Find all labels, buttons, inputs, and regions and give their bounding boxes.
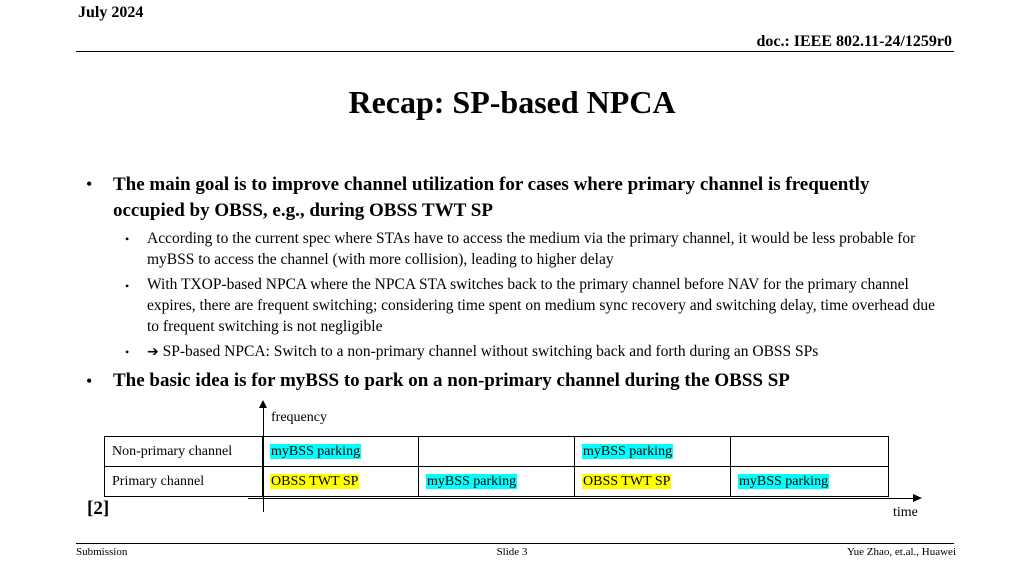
cell-text: myBSS parking: [427, 473, 517, 489]
reference-tag: [2]: [87, 498, 110, 519]
sub-bullet-txop-npca: With TXOP-based NPCA where the NPCA STA switches back to the primary channel before NAV for the primary channel expires, there are frequent switching; considering time spent on medium sync recovery and switching delay, time overhead due to frequent switching is not negligible: [147, 276, 935, 335]
footer-slide-number: Slide 3: [496, 546, 528, 558]
sub-bullet-marker: •: [125, 232, 130, 246]
bullet-marker: •: [86, 371, 93, 391]
row-label: Primary channel: [105, 467, 263, 497]
bullet-marker: •: [86, 174, 93, 194]
table-cell: [263, 467, 419, 497]
channel-table: [104, 436, 889, 497]
footer-rule: [76, 543, 954, 544]
footer-submission: Submission: [76, 546, 128, 558]
x-axis-arrowhead: [913, 494, 922, 502]
x-axis: [248, 498, 914, 499]
slide-title: Recap: SP-based NPCA: [348, 84, 676, 120]
sub-bullet-sp-npca: [147, 341, 947, 363]
sub-bullet-current-spec: According to the current spec where STAs have to access the medium via the primary channel, it would be less probable for myBSS to access the channel (with more collision), leading to higher delay: [147, 230, 916, 268]
y-axis-label: frequency: [271, 410, 327, 425]
bullet-basic-idea: The basic idea is for myBSS to park on a non-primary channel during the OBSS SP: [113, 370, 790, 391]
cell-text: myBSS parking: [583, 443, 673, 459]
table-cell: [731, 467, 889, 497]
table-cell: [575, 467, 731, 497]
header-rule: [76, 51, 954, 52]
sub-bullet-sp-npca-text: SP-based NPCA: Switch to a non-primary channel without switching back and forth during an OBSS SPs: [162, 343, 819, 360]
table-row: [105, 467, 889, 497]
table-cell: [575, 437, 731, 467]
table-cell: [419, 437, 575, 467]
cell-text: OBSS TWT SP: [271, 473, 359, 489]
cell-text: OBSS TWT SP: [583, 473, 671, 489]
x-axis-label: time: [893, 505, 918, 520]
cell-text: [426, 444, 428, 459]
cell-text: [738, 444, 740, 459]
bullet-main-goal: The main goal is to improve channel utilization for cases where primary channel is frequently occupied by OBSS, e.g., during OBSS TWT SP: [113, 174, 870, 221]
table-cell: [419, 467, 575, 497]
arrow-right-icon: ➔: [147, 344, 159, 360]
sub-bullet-marker: •: [125, 279, 130, 293]
table-row: [105, 437, 889, 467]
footer-authors: Yue Zhao, et.al., Huawei: [846, 546, 956, 558]
table-cell: [263, 437, 419, 467]
row-label: Non-primary channel: [105, 437, 263, 467]
cell-text: myBSS parking: [271, 443, 361, 459]
header-date: July 2024: [78, 4, 144, 21]
header-doc-id: doc.: IEEE 802.11-24/1259r0: [756, 33, 952, 50]
sub-bullet-marker: •: [125, 345, 130, 359]
cell-text: myBSS parking: [739, 473, 829, 489]
table-cell: [731, 437, 889, 467]
